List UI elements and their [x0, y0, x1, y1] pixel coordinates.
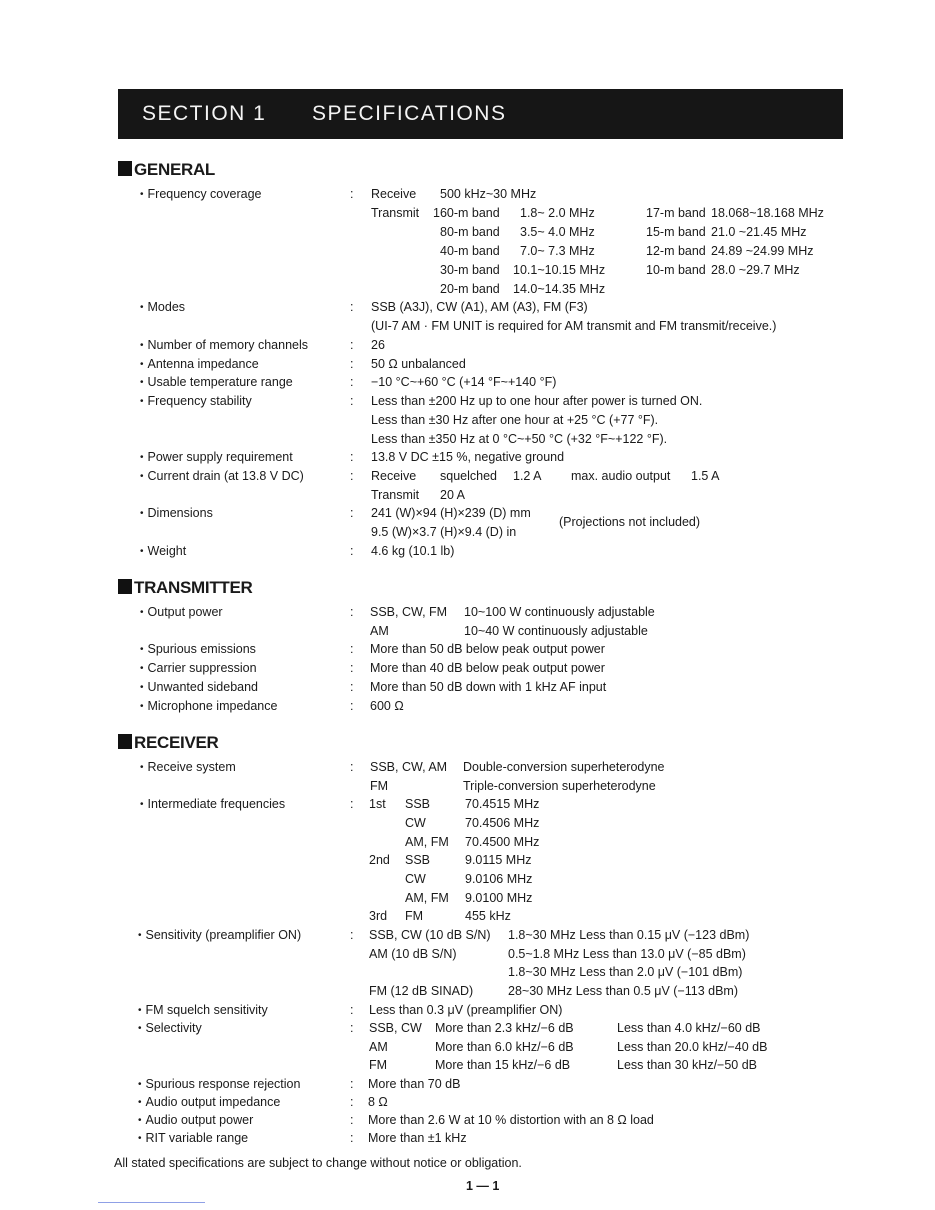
- spec-value: SSB (A3J), CW (A1), AM (A3), FM (F3): [371, 300, 588, 314]
- colon: [350, 1076, 353, 1092]
- heading-square-icon: [118, 161, 132, 176]
- spec-value: 4.6 kg (10.1 lb): [371, 544, 455, 558]
- colon: [350, 356, 353, 372]
- spec-value: 13.8 V DC ±15 %, negative ground: [371, 450, 565, 464]
- if-stage: 2nd: [369, 853, 390, 867]
- spec-label: • Audio output impedance: [138, 1094, 280, 1111]
- sens-mode: SSB, CW (10 dB S/N): [369, 928, 491, 942]
- colon: [350, 393, 353, 409]
- colon: [350, 759, 353, 775]
- colon: [350, 927, 353, 943]
- spec-value: Receive: [371, 469, 417, 483]
- spec-mode: SSB, CW, FM: [370, 605, 448, 619]
- band-name: 20-m band: [440, 282, 500, 296]
- spec-value: Transmit: [371, 488, 420, 502]
- spec-label: • Power supply requirement: [140, 449, 293, 466]
- spec-value: Triple-conversion superheterodyne: [463, 779, 656, 793]
- colon: [350, 505, 353, 521]
- spec-label: • Unwanted sideband: [140, 679, 258, 696]
- if-freq: 70.4500 MHz: [465, 835, 540, 849]
- band-range: 21.0 ~21.45 MHz: [711, 225, 807, 239]
- spec-value: 26: [371, 338, 385, 352]
- spec-label: • Sensitivity (preamplifier ON): [138, 927, 301, 944]
- sel-mode: SSB, CW: [369, 1021, 422, 1035]
- band-name: 10-m band: [646, 263, 706, 277]
- rx-range: 500 kHz~30 MHz: [440, 187, 537, 201]
- sens-mode: FM (12 dB SINAD): [369, 984, 474, 998]
- sel-value-b: Less than 20.0 kHz/−40 dB: [617, 1040, 768, 1054]
- general-heading-text: GENERAL: [134, 160, 216, 179]
- spec-value: max. audio output: [571, 469, 671, 483]
- sel-value-a: More than 15 kHz/−6 dB: [435, 1058, 571, 1072]
- colon: [350, 543, 353, 559]
- spec-value: Less than 0.3 μV (preamplifier ON): [369, 1003, 563, 1017]
- band-range: 1.8~ 2.0 MHz: [520, 206, 595, 220]
- spec-value: 241 (W)×94 (H)×239 (D) mm: [371, 506, 531, 520]
- sel-mode: AM: [369, 1040, 388, 1054]
- sel-mode: FM: [369, 1058, 388, 1072]
- if-mode: FM: [405, 909, 424, 923]
- spec-label: • FM squelch sensitivity: [138, 1002, 268, 1019]
- page-title: SPECIFICATIONS: [312, 102, 507, 125]
- sel-value-b: Less than 4.0 kHz/−60 dB: [617, 1021, 761, 1035]
- spec-label: • Carrier suppression: [140, 660, 257, 677]
- spec-value: 20 A: [440, 488, 466, 502]
- sel-value-a: More than 2.3 kHz/−6 dB: [435, 1021, 574, 1035]
- receiver-heading-text: RECEIVER: [134, 733, 219, 752]
- if-freq: 9.0115 MHz: [465, 853, 532, 867]
- spec-value: Less than ±350 Hz at 0 °C~+50 °C (+32 °F~+122 °F).: [371, 432, 668, 446]
- spec-label: • Current drain (at 13.8 V DC): [140, 468, 304, 485]
- band-range: 14.0~14.35 MHz: [513, 282, 606, 296]
- sel-value-b: Less than 30 kHz/−50 dB: [617, 1058, 758, 1072]
- colon: [350, 796, 353, 812]
- colon: [350, 374, 353, 390]
- section-banner: [118, 89, 843, 139]
- band-range: 10.1~10.15 MHz: [513, 263, 606, 277]
- band-range: 7.0~ 7.3 MHz: [520, 244, 595, 258]
- spec-label: • Microphone impedance: [140, 698, 277, 715]
- spec-value: More than 50 dB below peak output power: [370, 642, 605, 656]
- spec-label: • Spurious response rejection: [138, 1076, 300, 1093]
- footer-note: All stated specifications are subject to change without notice or obligation.: [114, 1156, 522, 1170]
- sens-mode: AM (10 dB S/N): [369, 947, 457, 961]
- spec-label: • Output power: [140, 604, 223, 621]
- colon: [350, 1002, 353, 1018]
- spec-mode: FM: [370, 779, 389, 793]
- band-name: 30-m band: [440, 263, 500, 277]
- if-mode: CW: [405, 816, 426, 830]
- colon: [350, 449, 353, 465]
- spec-label: • Weight: [140, 543, 186, 560]
- spec-value: More than 2.6 W at 10 % distortion with an 8 Ω load: [368, 1113, 654, 1127]
- sens-value: 28~30 MHz Less than 0.5 μV (−113 dBm): [508, 984, 739, 998]
- spec-mode: AM: [370, 624, 389, 638]
- spec-note: (Projections not included): [559, 515, 701, 529]
- if-stage: 1st: [369, 797, 386, 811]
- page-number: 1 — 1: [466, 1179, 500, 1193]
- footer-rule: [98, 1202, 205, 1203]
- spec-value: More than ±1 kHz: [368, 1131, 467, 1145]
- spec-label: • Frequency stability: [140, 393, 252, 410]
- band-range: 24.89 ~24.99 MHz: [711, 244, 814, 258]
- spec-value: More than 50 dB down with 1 kHz AF input: [370, 680, 607, 694]
- spec-label: • Dimensions: [140, 505, 213, 522]
- spec-value: Less than ±200 Hz up to one hour after power is turned ON.: [371, 394, 703, 408]
- spec-value: 9.5 (W)×3.7 (H)×9.4 (D) in: [371, 525, 517, 539]
- spec-label: • Number of memory channels: [140, 337, 308, 354]
- colon: [350, 1094, 353, 1110]
- spec-value: More than 40 dB below peak output power: [370, 661, 605, 675]
- spec-value: 1.2 A: [513, 469, 542, 483]
- receiver-heading: [118, 733, 219, 753]
- heading-square-icon: [118, 734, 132, 749]
- colon: [350, 1112, 353, 1128]
- spec-value: 8 Ω: [368, 1095, 388, 1109]
- band-name: 15-m band: [646, 225, 706, 239]
- sel-value-a: More than 6.0 kHz/−6 dB: [435, 1040, 574, 1054]
- tx-label: Transmit: [371, 206, 420, 220]
- colon: [350, 299, 353, 315]
- colon: [350, 604, 353, 620]
- band-range: 3.5~ 4.0 MHz: [520, 225, 595, 239]
- spec-value: 10~100 W continuously adjustable: [464, 605, 655, 619]
- spec-value: 10~40 W continuously adjustable: [464, 624, 648, 638]
- spec-value: Double-conversion superheterodyne: [463, 760, 665, 774]
- sens-value: 0.5~1.8 MHz Less than 13.0 μV (−85 dBm): [508, 947, 746, 961]
- spec-label: • RIT variable range: [138, 1130, 248, 1147]
- spec-value: Less than ±30 Hz after one hour at +25 °C (+77 °F).: [371, 413, 659, 427]
- spec-value: squelched: [440, 469, 497, 483]
- rx-label: Receive: [371, 187, 417, 201]
- band-range: 28.0 ~29.7 MHz: [711, 263, 800, 277]
- if-freq: 9.0106 MHz: [465, 872, 533, 886]
- band-name: 80-m band: [440, 225, 500, 239]
- transmitter-heading: [118, 578, 253, 598]
- sens-value: 1.8~30 MHz Less than 0.15 μV (−123 dBm): [508, 928, 750, 942]
- spec-label: • Intermediate frequencies: [140, 796, 285, 813]
- colon: [350, 698, 353, 714]
- colon: [350, 186, 353, 202]
- colon: [350, 679, 353, 695]
- if-stage: 3rd: [369, 909, 388, 923]
- colon: [350, 1130, 353, 1146]
- if-freq: 9.0100 MHz: [465, 891, 533, 905]
- general-heading: [118, 160, 215, 180]
- spec-label: • Antenna impedance: [140, 356, 259, 373]
- if-mode: AM, FM: [405, 835, 449, 849]
- if-freq: 70.4506 MHz: [465, 816, 540, 830]
- if-freq: 70.4515 MHz: [465, 797, 540, 811]
- band-name: 160-m band: [433, 206, 500, 220]
- heading-square-icon: [118, 579, 132, 594]
- spec-value: 50 Ω unbalanced: [371, 357, 466, 371]
- spec-value: −10 °C~+60 °C (+14 °F~+140 °F): [371, 375, 557, 389]
- spec-label: • Selectivity: [138, 1020, 202, 1037]
- sens-value: 1.8~30 MHz Less than 2.0 μV (−101 dBm): [508, 965, 743, 979]
- if-mode: SSB: [405, 853, 431, 867]
- spec-value: 1.5 A: [691, 469, 720, 483]
- colon: [350, 641, 353, 657]
- if-mode: AM, FM: [405, 891, 449, 905]
- band-name: 40-m band: [440, 244, 500, 258]
- colon: [350, 1020, 353, 1036]
- spec-label: • Spurious emissions: [140, 641, 256, 658]
- if-mode: SSB: [405, 797, 431, 811]
- if-freq: 455 kHz: [465, 909, 511, 923]
- colon: [350, 337, 353, 353]
- spec-value: More than 70 dB: [368, 1077, 461, 1091]
- band-name: 17-m band: [646, 206, 706, 220]
- spec-label: • Frequency coverage: [140, 186, 261, 203]
- spec-mode: SSB, CW, AM: [370, 760, 448, 774]
- spec-label: • Receive system: [140, 759, 236, 776]
- colon: [350, 660, 353, 676]
- band-name: 12-m band: [646, 244, 706, 258]
- spec-label: • Modes: [140, 299, 185, 316]
- spec-value: 600 Ω: [370, 699, 404, 713]
- colon: [350, 468, 353, 484]
- spec-label: • Usable temperature range: [140, 374, 293, 391]
- section-number: SECTION 1: [142, 102, 267, 125]
- band-range: 18.068~18.168 MHz: [711, 206, 824, 220]
- spec-note: (UI-7 AM · FM UNIT is required for AM transmit and FM transmit/receive.): [371, 319, 777, 333]
- spec-label: • Audio output power: [138, 1112, 253, 1129]
- transmitter-heading-text: TRANSMITTER: [134, 578, 253, 597]
- if-mode: CW: [405, 872, 426, 886]
